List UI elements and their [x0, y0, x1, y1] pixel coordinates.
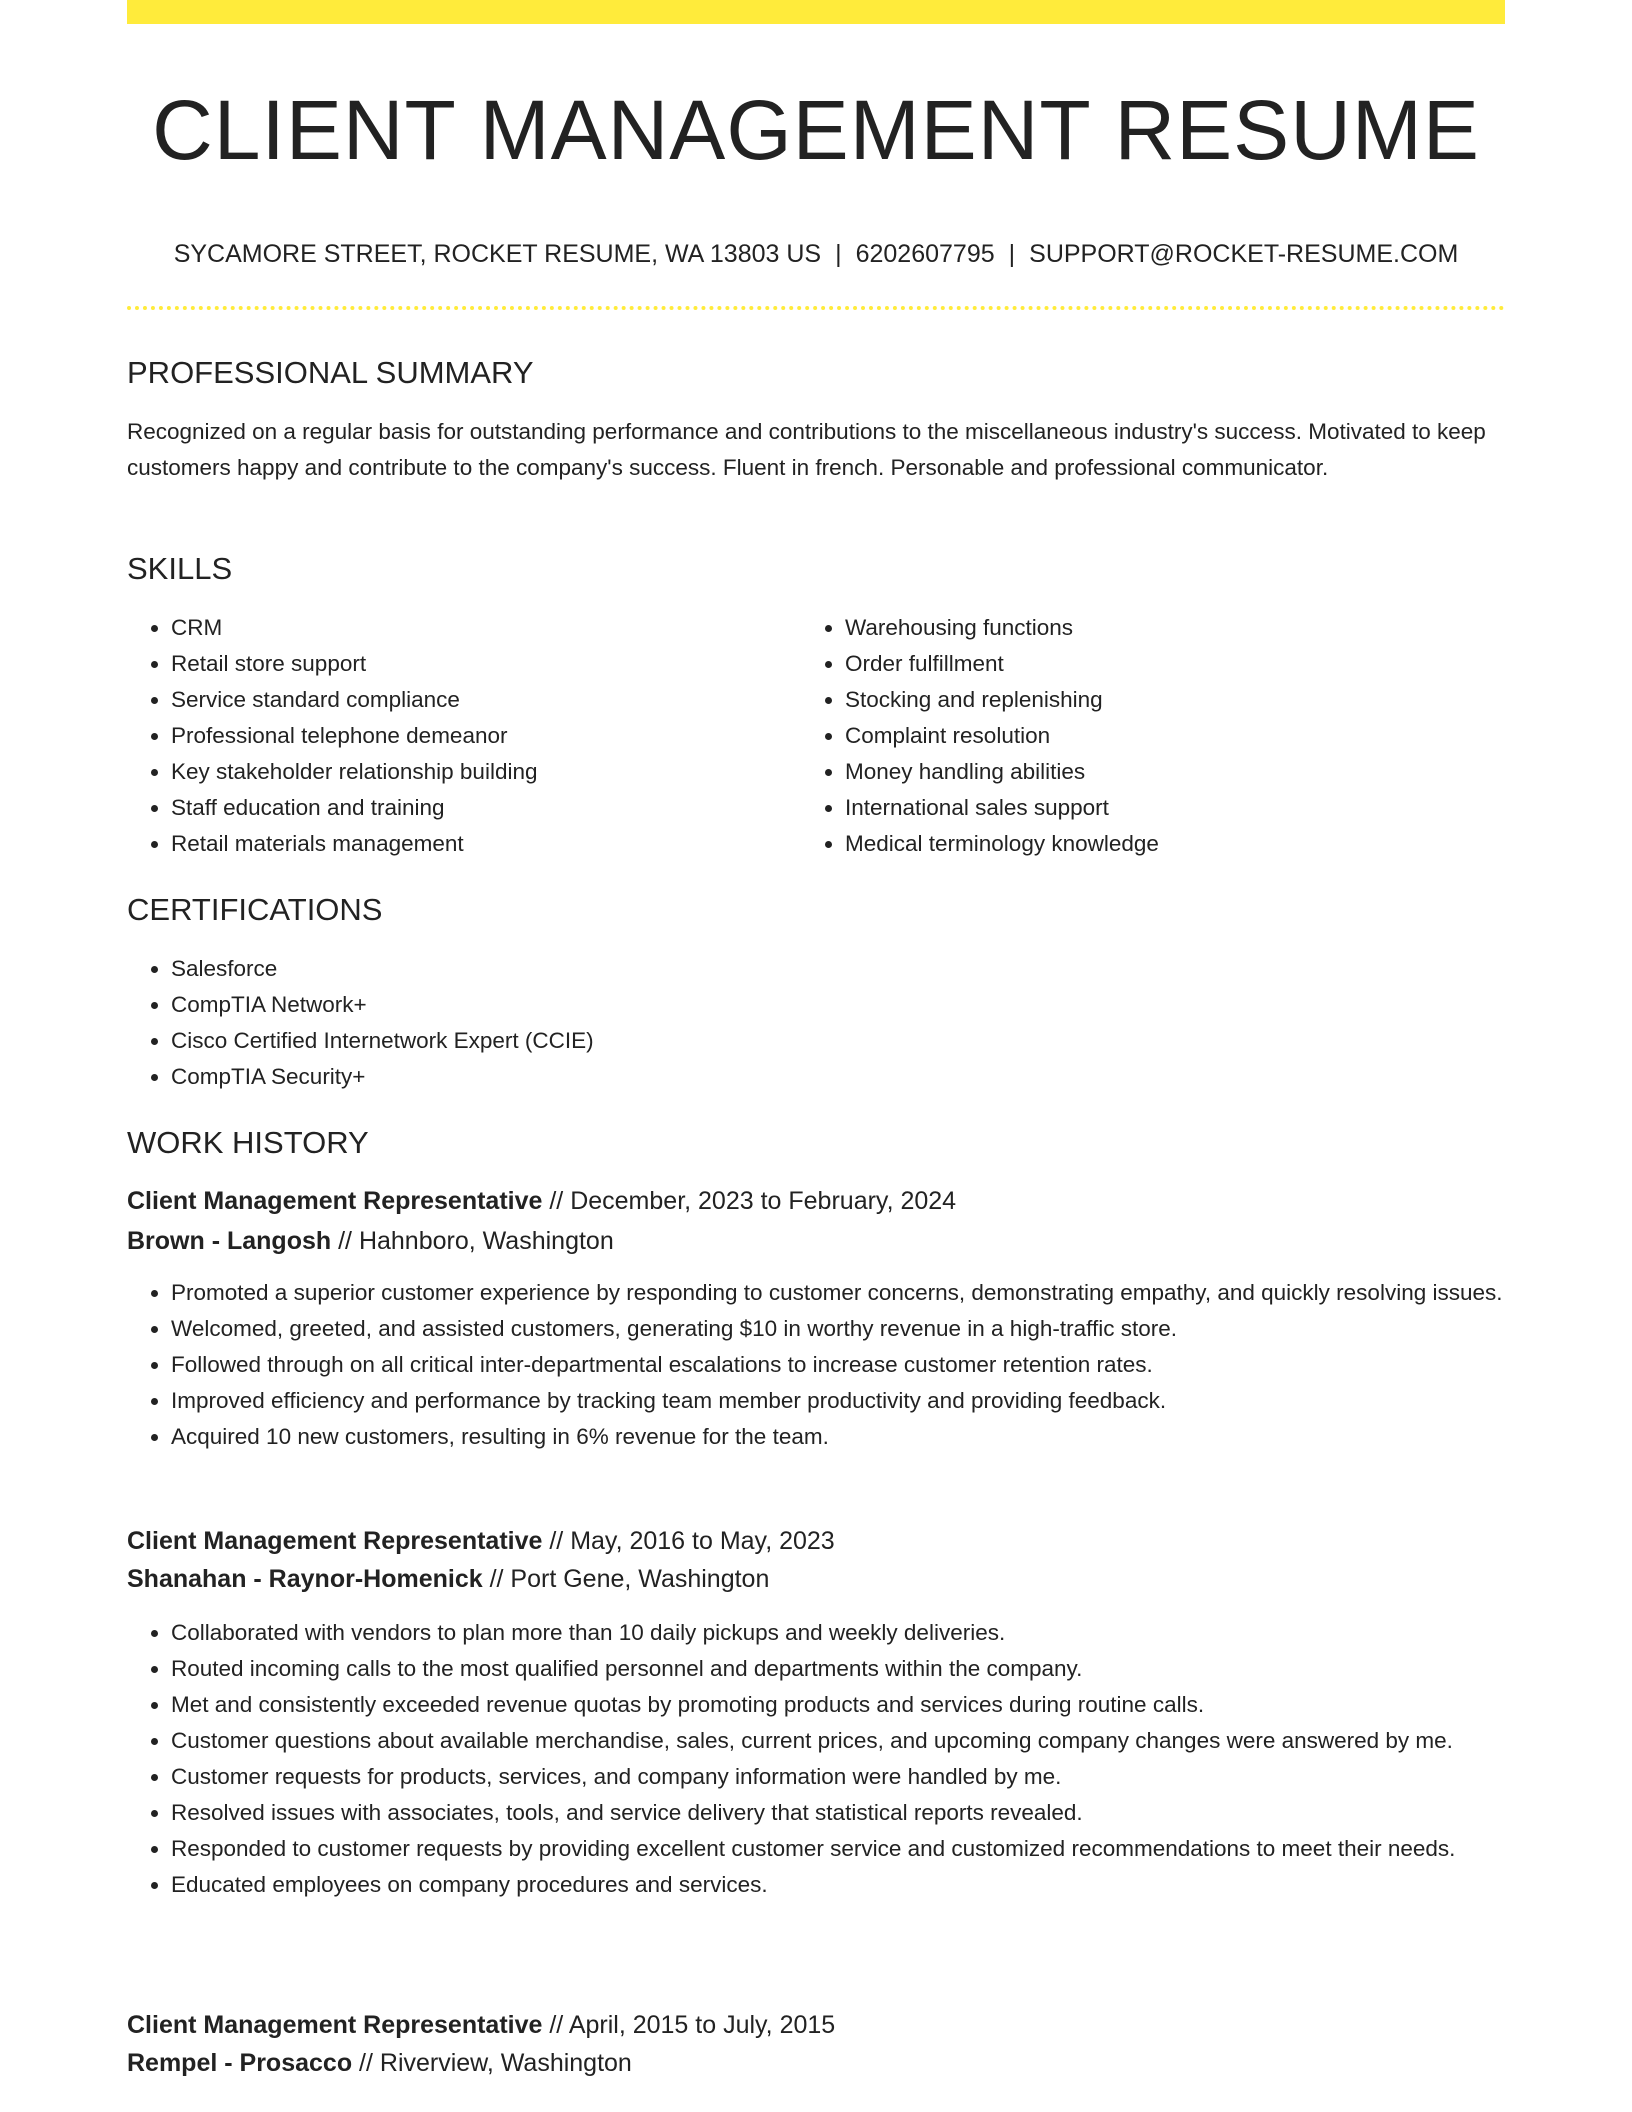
certification-item: • CompTIA Network+: [171, 987, 1501, 1023]
job-bullet: • Educated employees on company procedures and services.: [171, 1867, 1505, 1903]
contact-separator: |: [1008, 240, 1016, 268]
certification-item: • Salesforce: [171, 951, 1501, 987]
contact-email[interactable]: SUPPORT@ROCKET-RESUME.COM: [1029, 240, 1459, 268]
job-bullet: • Acquired 10 new customers, resulting in 6% revenue for the team.: [171, 1419, 1505, 1455]
job-bullet: • Resolved issues with associates, tools, and service delivery that statistical reports revealed.: [171, 1795, 1505, 1831]
work-history-heading: WORK HISTORY: [127, 1125, 369, 1160]
resume-title: CLIENT MANAGEMENT RESUME: [152, 83, 1480, 177]
skill-item: • CRM: [171, 610, 811, 646]
job-title: Client Management Representative: [127, 2011, 543, 2039]
skill-item: • Warehousing functions: [845, 610, 1485, 646]
job-bullet: • Routed incoming calls to the most qualified personnel and departments within the company.: [171, 1651, 1505, 1687]
skill-item: • International sales support: [845, 790, 1485, 826]
job-bullet: • Responded to customer requests by providing excellent customer service and customized recommendations to meet their needs.: [171, 1831, 1505, 1867]
skills-heading: SKILLS: [127, 551, 233, 586]
skill-item: • Retail store support: [171, 646, 811, 682]
job-bullet: • Customer questions about available merchandise, sales, current prices, and upcoming company changes were answered by me.: [171, 1723, 1505, 1759]
job-bullet: • Collaborated with vendors to plan more than 10 daily pickups and weekly deliveries.: [171, 1615, 1505, 1651]
job-title-line: [127, 2006, 835, 2044]
job-company: Shanahan - Raynor-Homenick: [127, 1565, 483, 1593]
contact-separator: |: [835, 240, 842, 268]
job-bullet: • Welcomed, greeted, and assisted customers, generating $10 in worthy revenue in a high-traffic store.: [171, 1311, 1505, 1347]
job-company: Brown - Langosh: [127, 1227, 332, 1255]
skill-item: • Order fulfillment: [845, 646, 1485, 682]
job-dates: // May, 2016 to May, 2023: [549, 1527, 835, 1555]
certification-item: • CompTIA Security+: [171, 1059, 1501, 1095]
skill-item: • Complaint resolution: [845, 718, 1485, 754]
contact-phone[interactable]: 6202607795: [855, 240, 995, 268]
skill-item: • Professional telephone demeanor: [171, 718, 811, 754]
contact-line: [127, 238, 1505, 270]
job-bullet: • Met and consistently exceeded revenue quotas by promoting products and services during routine calls.: [171, 1687, 1505, 1723]
job-title-line: [127, 1182, 956, 1220]
skills-list-left: [127, 610, 811, 862]
certifications-list: [127, 951, 1501, 1095]
job-dates: // December, 2023 to February, 2024: [549, 1187, 957, 1215]
job-bullet: • Improved efficiency and performance by tracking team member productivity and providing feedback.: [171, 1383, 1505, 1419]
certifications-heading: CERTIFICATIONS: [127, 892, 383, 927]
job-dates: // April, 2015 to July, 2015: [549, 2011, 836, 2039]
job-bullet: • Customer requests for products, services, and company information were handled by me.: [171, 1759, 1505, 1795]
job-location: // Hahnboro, Washington: [338, 1227, 614, 1255]
job-bullet: • Followed through on all critical inter-departmental escalations to increase customer retention rates.: [171, 1347, 1505, 1383]
job-company-line: [127, 2044, 632, 2082]
accent-bar: [127, 0, 1505, 24]
skill-item: • Medical terminology knowledge: [845, 826, 1485, 862]
summary-heading: PROFESSIONAL SUMMARY: [127, 355, 534, 390]
job-company-line: [127, 1222, 614, 1260]
skill-item: • Stocking and replenishing: [845, 682, 1485, 718]
skill-item: • Staff education and training: [171, 790, 811, 826]
job-title-line: [127, 1522, 835, 1560]
job-title: Client Management Representative: [127, 1527, 543, 1555]
job-company-line: [127, 1560, 769, 1598]
skill-item: • Money handling abilities: [845, 754, 1485, 790]
job-bullets: [127, 1275, 1505, 1455]
job-bullets: [127, 1615, 1505, 1903]
job-location: // Riverview, Washington: [359, 2049, 632, 2077]
dotted-divider: [127, 306, 1505, 310]
skills-list-right: [801, 610, 1485, 862]
certification-item: • Cisco Certified Internetwork Expert (CCIE): [171, 1023, 1501, 1059]
job-company: Rempel - Prosacco: [127, 2049, 353, 2077]
job-bullet: • Promoted a superior customer experience by responding to customer concerns, demonstrating empathy, and quickly resolving issues.: [171, 1275, 1505, 1311]
job-location: // Port Gene, Washington: [489, 1565, 770, 1593]
summary-text: Recognized on a regular basis for outstanding performance and contributions to the miscellaneous industry's success. Motivated to keep customers happy and contribute to the company's success. Fluent in french. Personable and professional communicator.: [127, 419, 1486, 480]
contact-address: SYCAMORE STREET, ROCKET RESUME, WA 13803 US: [173, 240, 822, 268]
skill-item: • Retail materials management: [171, 826, 811, 862]
skill-item: • Service standard compliance: [171, 682, 811, 718]
skill-item: • Key stakeholder relationship building: [171, 754, 811, 790]
job-title: Client Management Representative: [127, 1187, 543, 1215]
